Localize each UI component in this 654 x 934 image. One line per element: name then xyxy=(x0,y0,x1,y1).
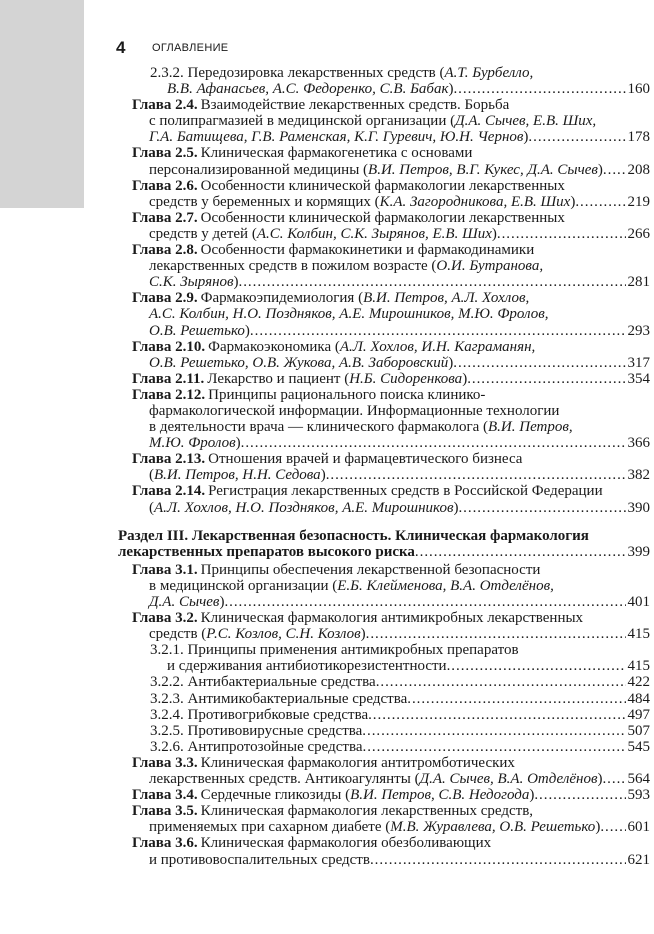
dot-leader xyxy=(534,787,625,803)
entry-text: ) xyxy=(570,193,576,210)
toc-entry-line xyxy=(132,562,650,578)
author-names: К.А. Загородникова, Е.В. Ших xyxy=(379,193,571,210)
toc-entry-line xyxy=(132,274,650,290)
entry-text: в деятельности врача — клинического фармаколога ( xyxy=(149,419,489,436)
dot-leader xyxy=(239,274,626,290)
chapter-number: Глава 3.4. xyxy=(132,787,198,804)
toc-entry-line xyxy=(132,435,650,451)
side-margin-band xyxy=(0,0,84,208)
author-names: О.И. Бутранова, xyxy=(436,258,544,275)
entry-text: с полипрагмазией в медицинской организации ( xyxy=(149,113,456,130)
chapter-number: Глава 2.8. xyxy=(132,242,198,259)
page-reference: 564 xyxy=(627,771,650,788)
entry-text: и сдерживания антибиотикорезистентности xyxy=(167,658,447,675)
entry-text: 3.2.5. Противовирусные средства xyxy=(150,722,363,739)
entry-title xyxy=(149,852,370,868)
toc-entry-line xyxy=(132,819,650,835)
entry-title xyxy=(149,306,549,322)
toc-entry-line xyxy=(150,642,650,658)
entry-title xyxy=(150,65,533,81)
page-reference: 497 xyxy=(627,706,650,723)
toc-entry-line xyxy=(132,129,650,145)
entry-title xyxy=(149,594,224,610)
entry-text: ) xyxy=(235,435,241,452)
author-names: Д.А. Сычев xyxy=(149,594,220,610)
chapter-number: Глава 2.13. xyxy=(132,451,206,468)
entry-text: Особенности клинической фармакологии лекарственных xyxy=(200,209,565,226)
page-reference: 401 xyxy=(627,594,650,610)
entry-text: 3.2.3. Антимикобактериальные средства xyxy=(150,690,408,707)
toc-entry-line xyxy=(132,226,650,242)
author-names: М.В. Журавлева, О.В. Решетько xyxy=(390,819,596,836)
author-names: В.В. Афанасьев, А.С. Федоренко, С.В. Бабак xyxy=(167,81,449,98)
toc-entry-line xyxy=(132,467,650,483)
entry-title xyxy=(207,371,467,387)
page-reference: 160 xyxy=(627,81,650,98)
dot-leader xyxy=(366,626,626,642)
chapter-number: Глава 2.9. xyxy=(132,290,198,307)
entry-text: и противовоспалительных средств xyxy=(149,851,370,868)
toc-entry-line xyxy=(132,387,650,403)
dot-leader xyxy=(415,544,626,560)
toc-chapter-entry[interactable] xyxy=(132,242,650,290)
toc-entry-line xyxy=(150,739,650,755)
toc-entry-line xyxy=(132,97,650,113)
toc-entry-line xyxy=(132,755,650,771)
author-names: В.И. Петров, xyxy=(488,419,573,436)
toc-chapter-entry[interactable] xyxy=(132,339,650,371)
toc-entry-line xyxy=(118,528,650,544)
chapter-number: Глава 3.6. xyxy=(132,835,198,852)
dot-leader xyxy=(407,691,625,707)
entry-title xyxy=(150,723,362,739)
toc-chapter-entry[interactable] xyxy=(132,371,650,387)
entry-text: средств у беременных и кормящих ( xyxy=(149,193,380,210)
entry-title xyxy=(201,803,533,819)
entry-title xyxy=(201,562,541,578)
author-names: А.Л. Хохлов, И.Н. Каграманян, xyxy=(339,338,536,355)
toc-entry-line xyxy=(132,594,650,610)
page-reference: 219 xyxy=(627,193,650,210)
chapter-number: Глава 2.5. xyxy=(132,145,198,162)
chapter-number: Глава 2.11. xyxy=(132,370,205,387)
dot-leader xyxy=(602,771,625,787)
toc-chapter-entry[interactable] xyxy=(132,562,650,610)
author-names: В.И. Петров, А.Л. Хохлов, xyxy=(363,290,530,307)
dot-leader xyxy=(447,658,626,674)
entry-title xyxy=(208,387,485,403)
toc-chapter-entry[interactable] xyxy=(132,97,650,145)
toc-chapter-entry[interactable] xyxy=(132,290,650,338)
toc-entry-line xyxy=(132,771,650,787)
entry-title xyxy=(150,739,363,755)
entry-text: Лекарство и пациент ( xyxy=(207,370,350,387)
entry-title xyxy=(149,323,250,339)
entry-title xyxy=(208,451,522,467)
toc-chapter-entry[interactable] xyxy=(132,610,650,642)
entry-title xyxy=(149,129,528,145)
page-reference: 293 xyxy=(627,322,650,339)
author-names: В.И. Петров, Н.Н. Седова xyxy=(154,467,321,484)
entry-text: Принципы рационального поиска клинико- xyxy=(208,386,486,403)
author-names: О.В. Решетько xyxy=(149,322,245,339)
dot-leader xyxy=(453,355,625,371)
page-reference: 281 xyxy=(627,274,650,291)
chapter-number: Глава 3.3. xyxy=(132,754,198,771)
toc-entry-line xyxy=(132,306,650,322)
author-names: О.В. Решетько, О.В. Жукова, А.В. Заборовский xyxy=(149,354,449,371)
toc-entry-line xyxy=(132,371,650,387)
page-reference: 545 xyxy=(627,738,650,755)
entry-text: Особенности клинической фармакологии лекарственных xyxy=(200,177,565,194)
toc-entry-line xyxy=(132,787,650,803)
entry-text: Взаимодействие лекарственных средств. Борьба xyxy=(200,97,510,114)
dot-leader xyxy=(528,129,625,145)
toc-entry-line xyxy=(132,803,650,819)
toc-chapter-entry[interactable] xyxy=(132,451,650,483)
entry-text: Раздел III. Лекарственная безопасность. Клиническая фармакология xyxy=(118,527,589,544)
toc-chapter-entry[interactable] xyxy=(132,483,650,515)
page-reference: 593 xyxy=(627,787,650,804)
entry-text: Фармакоэпидемиология ( xyxy=(200,290,364,307)
entry-text: ) xyxy=(523,129,529,146)
page-reference: 484 xyxy=(627,690,650,707)
entry-title xyxy=(149,626,366,642)
entry-text: Особенности фармакокинетики и фармакодинамики xyxy=(200,242,535,259)
running-head: ОГЛАВЛЕНИЕ xyxy=(152,42,229,54)
entry-title xyxy=(149,467,326,483)
entry-title xyxy=(149,355,453,371)
dot-leader xyxy=(224,594,625,610)
entry-text: применяемых при сахарном диабете ( xyxy=(149,819,391,836)
toc-chapter-entry[interactable] xyxy=(132,803,650,835)
entry-title xyxy=(208,483,603,499)
author-names: С.К. Зырянов xyxy=(149,274,234,291)
entry-title xyxy=(149,771,602,787)
toc-entry-line xyxy=(132,500,650,516)
toc-entry-line xyxy=(150,723,650,739)
entry-title xyxy=(149,258,543,274)
page-reference: 382 xyxy=(627,467,650,484)
chapter-number: Глава 3.1. xyxy=(132,561,198,578)
toc-entry-line xyxy=(132,626,650,642)
page-reference: 399 xyxy=(627,543,650,560)
entry-title xyxy=(201,787,535,803)
page-reference: 415 xyxy=(627,658,650,675)
toc-entry-line xyxy=(132,339,650,355)
entry-text: 2.3.2. Передозировка лекарственных средств ( xyxy=(150,65,445,81)
toc-entry-line xyxy=(132,323,650,339)
toc-entry-line xyxy=(132,258,650,274)
author-names: В.И. Петров, В.Г. Кукес, Д.А. Сычев xyxy=(368,161,598,178)
toc-entry-line xyxy=(132,483,650,499)
chapter-number: Глава 2.4. xyxy=(132,97,198,114)
entry-text: ) xyxy=(597,161,603,178)
toc-chapter-entry[interactable] xyxy=(132,755,650,787)
toc-chapter-entry[interactable] xyxy=(132,835,650,867)
entry-title xyxy=(167,658,447,674)
entry-text: фармакологической информации. Информационные технологии xyxy=(149,402,560,419)
page-reference: 178 xyxy=(627,129,650,146)
entry-text: лекарственных средств в пожилом возрасте ( xyxy=(149,258,437,275)
entry-text: средств ( xyxy=(149,626,207,643)
toc-entry-line xyxy=(132,178,650,194)
page-reference: 366 xyxy=(627,435,650,452)
entry-text: ) xyxy=(597,771,603,788)
entry-title xyxy=(149,162,603,178)
entry-text: 3.2.1. Принципы применения антимикробных препаратов xyxy=(150,642,519,659)
page-number: 4 xyxy=(116,38,126,57)
toc-entry-line xyxy=(132,852,650,868)
toc-subsection-entry[interactable] xyxy=(132,691,650,707)
author-names: Д.А. Сычев, Е.В. Ших, xyxy=(455,113,597,130)
toc-entry-line xyxy=(132,290,650,306)
entry-title xyxy=(201,97,510,113)
entry-text: в медицинской организации ( xyxy=(149,577,338,594)
page-reference: 422 xyxy=(627,674,650,691)
author-names: М.Ю. Фролов xyxy=(149,435,236,452)
toc-chapter-entry[interactable] xyxy=(132,787,650,803)
chapter-number: Глава 2.12. xyxy=(132,386,206,403)
entry-text: ) xyxy=(233,274,239,291)
entry-text: 3.2.2. Антибактериальные средства xyxy=(150,674,376,691)
entry-text: Отношения врачей и фармацевтического бизнеса xyxy=(208,451,523,468)
toc-entry-line xyxy=(150,674,650,690)
entry-text: Клиническая фармакология лекарственных средств, xyxy=(200,803,534,820)
toc-entry-line xyxy=(132,355,650,371)
toc-entry-line xyxy=(132,162,650,178)
entry-title xyxy=(149,226,497,242)
toc-subsection-entry[interactable] xyxy=(132,723,650,739)
entry-title xyxy=(149,578,554,594)
toc-entry-line xyxy=(132,403,650,419)
page-reference: 507 xyxy=(627,722,650,739)
entry-text: ) xyxy=(491,225,497,242)
entry-title xyxy=(201,145,473,161)
entry-title xyxy=(149,194,575,210)
dot-leader xyxy=(362,723,625,739)
entry-text: Принципы обеспечения лекарственной безопасности xyxy=(200,561,541,578)
toc-chapter-entry[interactable] xyxy=(132,178,650,210)
table-of-contents xyxy=(118,65,650,868)
entry-text: ( xyxy=(149,467,154,484)
entry-title xyxy=(150,674,376,690)
entry-title xyxy=(150,691,407,707)
dot-leader xyxy=(370,852,626,868)
chapter-number: Глава 3.2. xyxy=(132,610,198,627)
entry-title xyxy=(118,544,415,560)
entry-text: 3.2.6. Антипротозойные средства xyxy=(150,738,363,755)
toc-chapter-entry[interactable] xyxy=(132,210,650,242)
entry-text: Клиническая фармакология антимикробных лекарственных xyxy=(200,610,584,627)
entry-text: Регистрация лекарственных средств в Российской Федерации xyxy=(208,483,603,500)
entry-text: персонализированной медицины ( xyxy=(149,161,369,178)
entry-title xyxy=(149,403,559,419)
toc-section-heading[interactable] xyxy=(118,528,650,560)
entry-text: Клиническая фармакология антитромботических xyxy=(200,754,515,771)
dot-leader xyxy=(326,467,626,483)
author-names: Е.Б. Клейменова, В.А. Отделёнов, xyxy=(337,577,554,594)
toc-entry-line xyxy=(150,658,650,674)
entry-text: ( xyxy=(149,499,154,516)
dot-leader xyxy=(600,819,625,835)
author-names: В.И. Петров, С.В. Недогода xyxy=(350,787,530,804)
page-reference: 208 xyxy=(627,161,650,178)
entry-title xyxy=(201,610,583,626)
entry-text: лекарственных средств. Антикоагулянты ( xyxy=(149,771,420,788)
entry-text: Клиническая фармакология обезболивающих xyxy=(200,835,492,852)
page-reference: 354 xyxy=(627,370,650,387)
entry-title xyxy=(208,339,535,355)
author-names: А.С. Колбин, С.К. Зырянов, Е.В. Ших xyxy=(256,225,492,242)
toc-entry-line xyxy=(150,691,650,707)
toc-subsection-entry[interactable] xyxy=(132,65,650,97)
chapter-number: Глава 2.10. xyxy=(132,338,206,355)
entry-title xyxy=(149,435,241,451)
toc-subsection-entry[interactable] xyxy=(132,642,650,674)
entry-title xyxy=(201,290,530,306)
dot-leader xyxy=(603,162,626,178)
page-reference: 621 xyxy=(627,851,650,868)
entry-title xyxy=(149,819,600,835)
author-names: А.Л. Хохлов, Н.О. Поздняков, А.Е. Мирошников xyxy=(154,499,454,516)
entry-title xyxy=(201,178,565,194)
toc-entry-line xyxy=(132,210,650,226)
dot-leader xyxy=(368,707,625,723)
entry-text: 3.2.4. Противогрибковые средства xyxy=(150,706,369,723)
entry-title xyxy=(149,274,239,290)
entry-text: ) xyxy=(595,819,601,836)
toc-entry-line xyxy=(118,544,650,560)
toc-entry-line xyxy=(150,81,650,97)
toc-entry-line xyxy=(132,835,650,851)
chapter-number: Глава 2.7. xyxy=(132,209,198,226)
entry-text: ) xyxy=(448,81,454,98)
dot-leader xyxy=(241,435,626,451)
toc-entry-line xyxy=(132,451,650,467)
entry-title xyxy=(150,707,368,723)
entry-title xyxy=(201,242,535,258)
toc-subsection-entry[interactable] xyxy=(132,739,650,755)
entry-title xyxy=(201,835,492,851)
entry-text: Сердечные гликозиды ( xyxy=(200,787,351,804)
entry-title xyxy=(167,81,453,97)
entry-text: Клиническая фармакогенетика с основами xyxy=(200,145,473,162)
entry-title xyxy=(150,642,519,658)
dot-leader xyxy=(376,674,626,690)
entry-text: ) xyxy=(360,626,366,643)
author-names: Д.А. Сычев, В.А. Отделёнов xyxy=(419,771,598,788)
entry-title xyxy=(201,210,565,226)
toc-entry-line xyxy=(150,707,650,723)
entry-title xyxy=(149,113,596,129)
toc-entry-line xyxy=(132,194,650,210)
entry-text: ) xyxy=(320,467,326,484)
entry-title xyxy=(201,755,515,771)
entry-text: ) xyxy=(244,322,250,339)
entry-text: Фармакоэкономика ( xyxy=(208,338,340,355)
toc-entry-line xyxy=(132,242,650,258)
dot-leader xyxy=(575,194,625,210)
entry-text: ) xyxy=(453,499,459,516)
entry-text: ) xyxy=(219,594,225,610)
toc-entry-line xyxy=(150,65,650,81)
toc-entry-line xyxy=(132,610,650,626)
author-names: Р.С. Козлов, С.Н. Козлов xyxy=(206,626,361,643)
entry-title xyxy=(149,500,458,516)
entry-title xyxy=(118,528,589,544)
page-reference: 415 xyxy=(627,626,650,643)
author-names: Г.А. Батищева, Г.В. Раменская, К.Г. Гуревич, Ю.Н. Чернов xyxy=(149,129,524,146)
toc-chapter-entry[interactable] xyxy=(132,387,650,451)
author-names: А.Т. Бурбелло, xyxy=(444,65,534,81)
page-reference: 266 xyxy=(627,225,650,242)
dot-leader xyxy=(363,739,626,755)
dot-leader xyxy=(250,323,626,339)
dot-leader xyxy=(453,81,625,97)
dot-leader xyxy=(467,371,625,387)
toc-entry-line xyxy=(132,145,650,161)
toc-subsection-entry[interactable] xyxy=(132,674,650,690)
page-reference: 317 xyxy=(627,354,650,371)
toc-subsection-entry[interactable] xyxy=(132,707,650,723)
entry-text: лекарственных препаратов высокого риска xyxy=(118,543,415,560)
toc-entry-line xyxy=(132,578,650,594)
chapter-number: Глава 3.5. xyxy=(132,803,198,820)
entry-text: средств у детей ( xyxy=(149,225,257,242)
entry-text: ) xyxy=(448,354,454,371)
author-names: Н.Б. Сидоренкова xyxy=(349,370,463,387)
chapter-number: Глава 2.14. xyxy=(132,483,206,500)
dot-leader xyxy=(458,500,625,516)
page-reference: 390 xyxy=(627,499,650,516)
entry-title xyxy=(149,419,573,435)
toc-entry-line xyxy=(132,419,650,435)
entry-text: ) xyxy=(462,370,468,387)
toc-entry-line xyxy=(132,113,650,129)
entry-text: ) xyxy=(529,787,535,804)
page-reference: 601 xyxy=(627,819,650,836)
author-names: А.С. Колбин, Н.О. Поздняков, А.Е. Мирошников, М.Ю. Фролов, xyxy=(149,306,549,323)
chapter-number: Глава 2.6. xyxy=(132,177,198,194)
toc-chapter-entry[interactable] xyxy=(132,145,650,177)
dot-leader xyxy=(497,226,626,242)
